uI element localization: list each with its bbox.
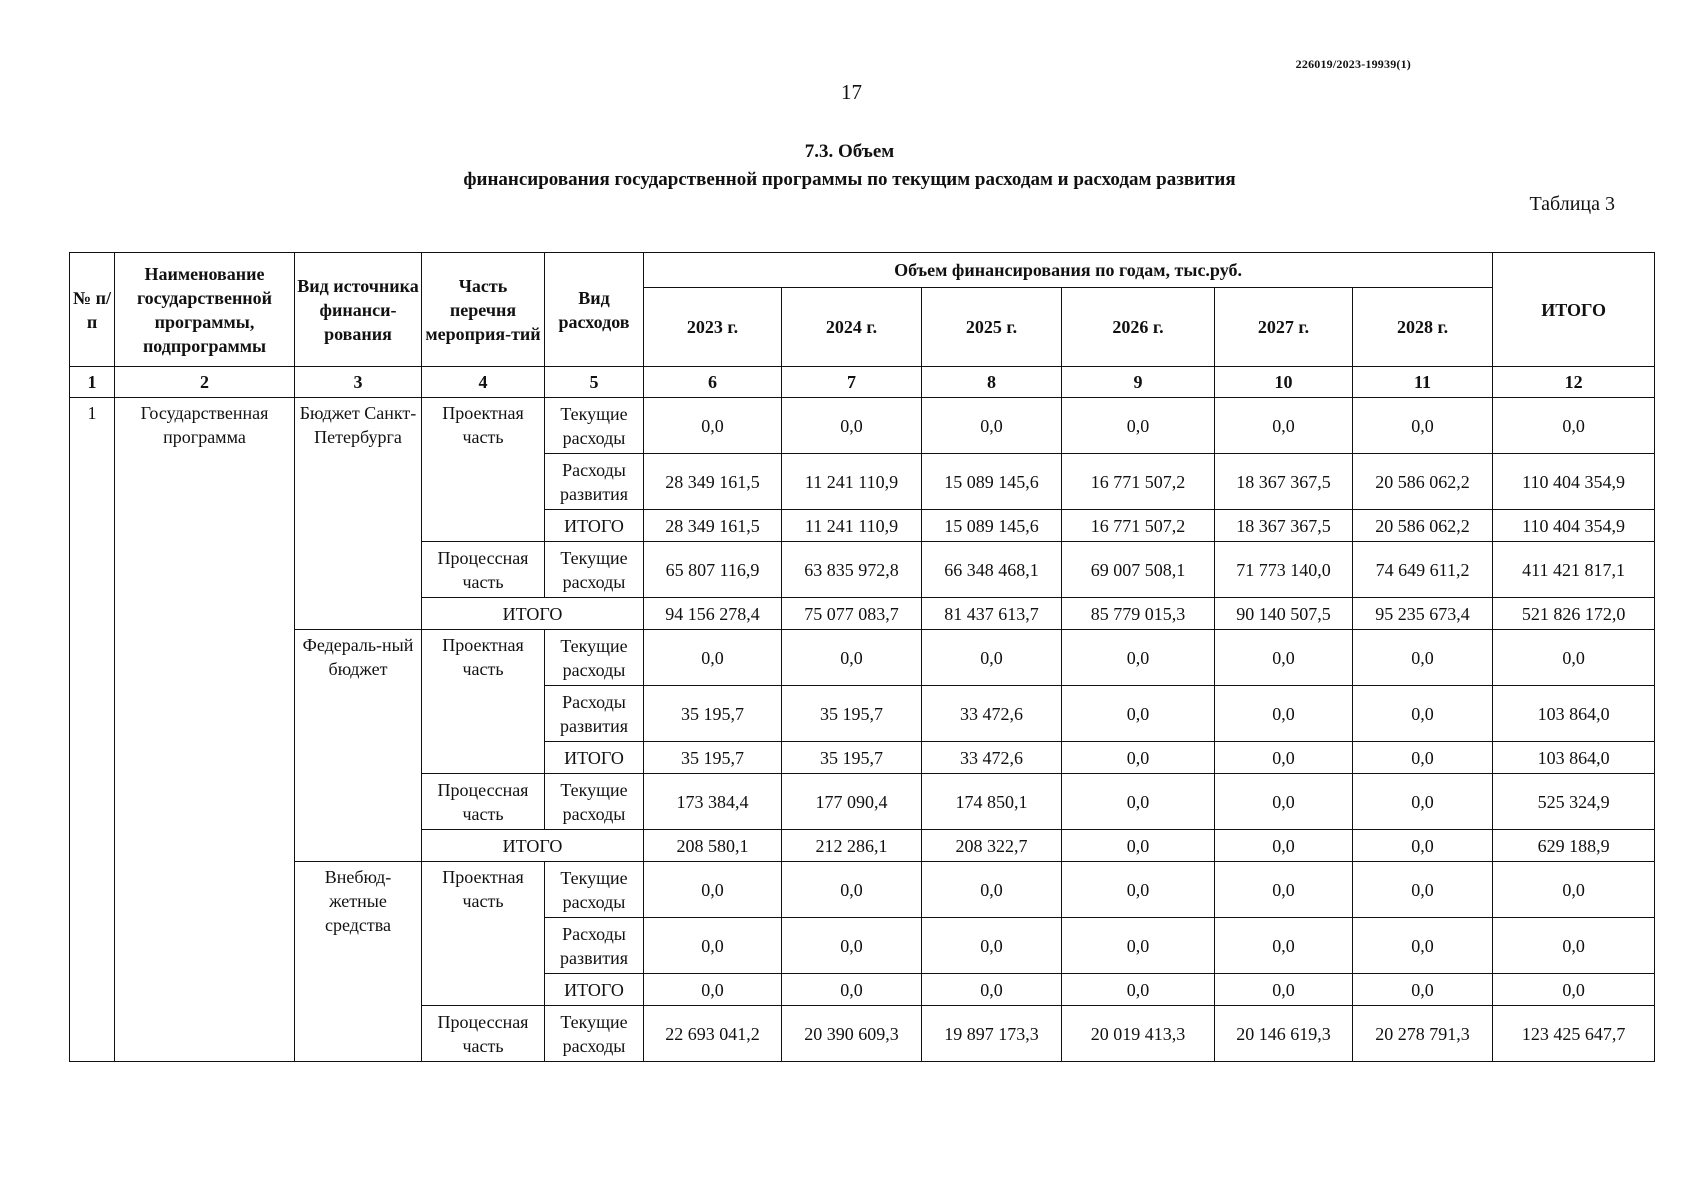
header-year: 2024 г. xyxy=(782,288,922,367)
value-cell: 173 384,4 xyxy=(644,774,782,830)
value-cell: 33 472,6 xyxy=(922,686,1062,742)
column-number: 7 xyxy=(782,367,922,398)
expense-type-cell: ИТОГО xyxy=(545,510,644,542)
table-label: Таблица 3 xyxy=(1529,193,1615,215)
value-cell: 208 322,7 xyxy=(922,830,1062,862)
value-cell: 35 195,7 xyxy=(782,742,922,774)
value-cell: 0,0 xyxy=(644,974,782,1006)
value-cell: 81 437 613,7 xyxy=(922,598,1062,630)
table-row xyxy=(70,398,1655,454)
value-cell: 0,0 xyxy=(782,862,922,918)
value-cell: 0,0 xyxy=(922,918,1062,974)
value-cell: 15 089 145,6 xyxy=(922,454,1062,510)
value-cell: 0,0 xyxy=(1353,630,1493,686)
value-cell: 15 089 145,6 xyxy=(922,510,1062,542)
value-cell: 212 286,1 xyxy=(782,830,922,862)
header-num: № п/п xyxy=(70,253,115,367)
value-cell: 71 773 140,0 xyxy=(1215,542,1353,598)
header-year: 2027 г. xyxy=(1215,288,1353,367)
value-cell: 0,0 xyxy=(1062,742,1215,774)
total-cell: 521 826 172,0 xyxy=(1493,598,1655,630)
program-name-cell: Государственная программа xyxy=(115,398,295,1062)
section-title xyxy=(0,138,1699,194)
column-number: 8 xyxy=(922,367,1062,398)
expense-type-cell: Текущие расходы xyxy=(545,774,644,830)
value-cell: 0,0 xyxy=(1353,774,1493,830)
value-cell: 0,0 xyxy=(1062,774,1215,830)
value-cell: 0,0 xyxy=(782,918,922,974)
header-year: 2028 г. xyxy=(1353,288,1493,367)
expense-type-cell: Текущие расходы xyxy=(545,862,644,918)
value-cell: 35 195,7 xyxy=(782,686,922,742)
value-cell: 22 693 041,2 xyxy=(644,1006,782,1062)
header-expense-type: Вид расходов xyxy=(545,253,644,367)
value-cell: 0,0 xyxy=(1062,630,1215,686)
value-cell: 0,0 xyxy=(1353,974,1493,1006)
value-cell: 0,0 xyxy=(922,630,1062,686)
activity-part-cell: Проектная часть xyxy=(422,398,545,542)
value-cell: 0,0 xyxy=(1353,742,1493,774)
total-cell: 0,0 xyxy=(1493,630,1655,686)
column-number: 9 xyxy=(1062,367,1215,398)
page-number: 17 xyxy=(841,80,862,104)
financing-table xyxy=(69,252,1655,1062)
value-cell: 0,0 xyxy=(1062,830,1215,862)
value-cell: 11 241 110,9 xyxy=(782,510,922,542)
total-cell: 525 324,9 xyxy=(1493,774,1655,830)
table-row xyxy=(70,630,1655,686)
document-registration-number: 226019/2023-19939(1) xyxy=(1295,57,1411,71)
value-cell: 11 241 110,9 xyxy=(782,454,922,510)
total-cell: 110 404 354,9 xyxy=(1493,510,1655,542)
value-cell: 0,0 xyxy=(922,862,1062,918)
value-cell: 16 771 507,2 xyxy=(1062,454,1215,510)
header-volume-by-year: Объем финансирования по годам, тыс.руб. xyxy=(644,253,1493,288)
activity-part-cell: Процессная часть xyxy=(422,774,545,830)
column-number: 1 xyxy=(70,367,115,398)
section-title-line-1: 7.3. Объем xyxy=(804,141,895,162)
funding-source-cell: Внебюд-жетные средства xyxy=(295,862,422,1062)
value-cell: 0,0 xyxy=(1062,686,1215,742)
column-number: 6 xyxy=(644,367,782,398)
value-cell: 0,0 xyxy=(922,974,1062,1006)
value-cell: 0,0 xyxy=(1062,398,1215,454)
value-cell: 18 367 367,5 xyxy=(1215,510,1353,542)
expense-type-cell: Расходы развития xyxy=(545,686,644,742)
value-cell: 20 019 413,3 xyxy=(1062,1006,1215,1062)
value-cell: 0,0 xyxy=(1353,862,1493,918)
value-cell: 94 156 278,4 xyxy=(644,598,782,630)
expense-type-cell: Текущие расходы xyxy=(545,542,644,598)
funding-source-cell: Федераль-ный бюджет xyxy=(295,630,422,862)
expense-type-cell: Текущие расходы xyxy=(545,630,644,686)
total-cell: 103 864,0 xyxy=(1493,686,1655,742)
section-title-line-2: финансирования государственной программы по текущим расходам и расходам развития xyxy=(463,169,1236,190)
value-cell: 90 140 507,5 xyxy=(1215,598,1353,630)
value-cell: 0,0 xyxy=(1215,918,1353,974)
value-cell: 35 195,7 xyxy=(644,742,782,774)
funding-source-cell: Бюджет Санкт-Петербурга xyxy=(295,398,422,630)
total-cell: 0,0 xyxy=(1493,398,1655,454)
value-cell: 0,0 xyxy=(644,630,782,686)
value-cell: 85 779 015,3 xyxy=(1062,598,1215,630)
value-cell: 28 349 161,5 xyxy=(644,454,782,510)
header-total: ИТОГО xyxy=(1493,253,1655,367)
value-cell: 177 090,4 xyxy=(782,774,922,830)
value-cell: 0,0 xyxy=(1215,398,1353,454)
column-number: 11 xyxy=(1353,367,1493,398)
value-cell: 0,0 xyxy=(782,630,922,686)
table-row xyxy=(70,862,1655,918)
header-year: 2023 г. xyxy=(644,288,782,367)
expense-type-cell: ИТОГО xyxy=(545,974,644,1006)
expense-type-cell: ИТОГО xyxy=(545,742,644,774)
activity-part-cell: Проектная часть xyxy=(422,862,545,1006)
expense-type-cell: Текущие расходы xyxy=(545,1006,644,1062)
value-cell: 20 586 062,2 xyxy=(1353,510,1493,542)
value-cell: 0,0 xyxy=(1353,830,1493,862)
total-cell: 411 421 817,1 xyxy=(1493,542,1655,598)
column-number: 12 xyxy=(1493,367,1655,398)
value-cell: 18 367 367,5 xyxy=(1215,454,1353,510)
value-cell: 0,0 xyxy=(1215,974,1353,1006)
column-number-row xyxy=(70,367,1655,398)
header-funding-source: Вид источника финанси-рования xyxy=(295,253,422,367)
header-year: 2026 г. xyxy=(1062,288,1215,367)
value-cell: 0,0 xyxy=(1215,742,1353,774)
source-total-label: ИТОГО xyxy=(422,598,644,630)
total-cell: 0,0 xyxy=(1493,862,1655,918)
header-year: 2025 г. xyxy=(922,288,1062,367)
value-cell: 0,0 xyxy=(1062,862,1215,918)
header-activity-part: Часть перечня мероприя-тий xyxy=(422,253,545,367)
value-cell: 63 835 972,8 xyxy=(782,542,922,598)
source-total-label: ИТОГО xyxy=(422,830,644,862)
row-number: 1 xyxy=(70,398,115,1062)
header-program-name: Наименование государственной программы, подпрограммы xyxy=(115,253,295,367)
value-cell: 0,0 xyxy=(1353,918,1493,974)
value-cell: 0,0 xyxy=(922,398,1062,454)
column-number: 3 xyxy=(295,367,422,398)
value-cell: 20 586 062,2 xyxy=(1353,454,1493,510)
value-cell: 0,0 xyxy=(644,862,782,918)
value-cell: 20 278 791,3 xyxy=(1353,1006,1493,1062)
total-cell: 123 425 647,7 xyxy=(1493,1006,1655,1062)
value-cell: 20 146 619,3 xyxy=(1215,1006,1353,1062)
value-cell: 174 850,1 xyxy=(922,774,1062,830)
value-cell: 0,0 xyxy=(1353,398,1493,454)
expense-type-cell: Расходы развития xyxy=(545,918,644,974)
total-cell: 0,0 xyxy=(1493,974,1655,1006)
value-cell: 0,0 xyxy=(644,398,782,454)
total-cell: 103 864,0 xyxy=(1493,742,1655,774)
value-cell: 0,0 xyxy=(644,918,782,974)
total-cell: 629 188,9 xyxy=(1493,830,1655,862)
expense-type-cell: Текущие расходы xyxy=(545,398,644,454)
value-cell: 74 649 611,2 xyxy=(1353,542,1493,598)
header-row xyxy=(70,253,1655,288)
value-cell: 16 771 507,2 xyxy=(1062,510,1215,542)
value-cell: 35 195,7 xyxy=(644,686,782,742)
total-cell: 110 404 354,9 xyxy=(1493,454,1655,510)
value-cell: 66 348 468,1 xyxy=(922,542,1062,598)
value-cell: 65 807 116,9 xyxy=(644,542,782,598)
activity-part-cell: Проектная часть xyxy=(422,630,545,774)
value-cell: 0,0 xyxy=(782,398,922,454)
activity-part-cell: Процессная часть xyxy=(422,1006,545,1062)
value-cell: 0,0 xyxy=(1062,974,1215,1006)
total-cell: 0,0 xyxy=(1493,918,1655,974)
value-cell: 0,0 xyxy=(1215,630,1353,686)
value-cell: 0,0 xyxy=(1215,774,1353,830)
activity-part-cell: Процессная часть xyxy=(422,542,545,598)
value-cell: 75 077 083,7 xyxy=(782,598,922,630)
expense-type-cell: Расходы развития xyxy=(545,454,644,510)
value-cell: 0,0 xyxy=(1062,918,1215,974)
value-cell: 0,0 xyxy=(1215,830,1353,862)
column-number: 2 xyxy=(115,367,295,398)
value-cell: 95 235 673,4 xyxy=(1353,598,1493,630)
value-cell: 0,0 xyxy=(1353,686,1493,742)
column-number: 4 xyxy=(422,367,545,398)
value-cell: 69 007 508,1 xyxy=(1062,542,1215,598)
value-cell: 0,0 xyxy=(782,974,922,1006)
value-cell: 20 390 609,3 xyxy=(782,1006,922,1062)
column-number: 10 xyxy=(1215,367,1353,398)
column-number: 5 xyxy=(545,367,644,398)
value-cell: 0,0 xyxy=(1215,862,1353,918)
value-cell: 19 897 173,3 xyxy=(922,1006,1062,1062)
value-cell: 33 472,6 xyxy=(922,742,1062,774)
value-cell: 208 580,1 xyxy=(644,830,782,862)
value-cell: 28 349 161,5 xyxy=(644,510,782,542)
value-cell: 0,0 xyxy=(1215,686,1353,742)
